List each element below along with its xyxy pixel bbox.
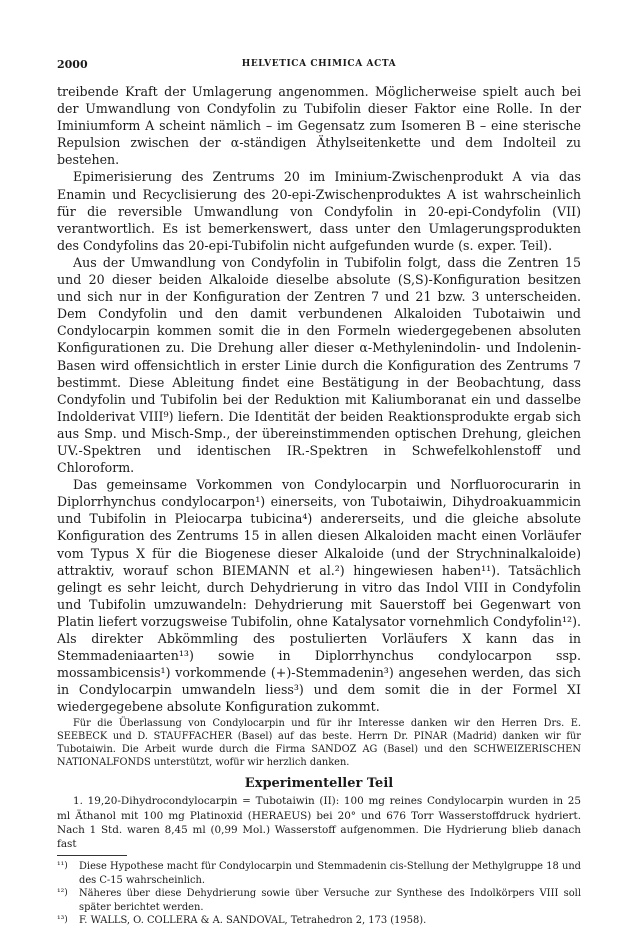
footnote-text: Diese Hypothese macht für Condylocarpin und Stemmadenin cis-Stellung der Methylgruppe 18 und des C-15 wahrscheinlich. bbox=[79, 861, 581, 886]
journal-title: HELVETICA CHIMICA ACTA bbox=[241, 59, 397, 69]
page bbox=[57, 58, 581, 927]
paragraph: Aus der Umwandlung von Condyfolin in Tubifolin folgt, dass die Zentren 15 und 20 dieser beiden Alkaloide dieselbe absolute (S,S)-Konfiguration besitzen und sich nur in der Konfiguration der Zentren 7 und 21 bzw. 3 unterscheiden. Dem Condyfolin und den damit verbundenen Alkaloiden Tubotaiwin und Condylocarpin kommen somit die in den Formeln wiedergegebenen absoluten Konfigurationen zu. Die Drehung aller dieser α-Methylenindolin- und Indolenin-Basen wird offensichtlich in erster Linie durch die Konfiguration des Zentrums 7 bestimmt. Diese Ableitung findet eine Bestätigung in der Beobachtung, dass Condyfolin und Tubifolin bei der Reduktion mit Kaliumboranat ein und dasselbe Indolderivat VIII⁹) liefern. Die Identität der beiden Reaktionsprodukte ergab sich aus Smp. und Misch-Smp., der übereinstimmenden optischen Drehung, gleichen UV.-Spektren und identischen IR.-Spektren in Schwefelkohlenstoff und Chloroform. bbox=[57, 254, 581, 476]
footnote-text: Näheres über diese Dehydrierung sowie über Versuche zur Synthese des Indolkörpers VIII soll später berichtet werden. bbox=[79, 888, 581, 913]
experimental-section bbox=[57, 794, 581, 851]
paragraph: Epimerisierung des Zentrums 20 im Iminium-Zwischenprodukt A via das Enamin und Recyclisierung des 20-epi-Zwischenproduktes A ist wahrscheinlich für die reversible Umwandlung von Condyfolin in 20-epi-Condyfolin (VII) verantwortlich. Es ist bemerkenswert, dass unter den Umlagerungsprodukten des Condyfolins das 20-epi-Tubifolin nicht aufgefunden wurde (s. exper. Teil). bbox=[57, 169, 581, 253]
footnote bbox=[57, 887, 581, 914]
acknowledgement bbox=[57, 717, 581, 769]
paragraph: Das gemeinsame Vorkommen von Condylocarpin und Norfluorocurarin in Diplorrhynchus condylocarpon¹) einerseits, von Tubotaiwin, Dihydroakuammicin und Tubifolin in Pleiocarpa tubicina⁴) andererseits, und die gleiche absolute Konfiguration des Zentrums 15 in allen diesen Alkaloiden macht einen Vorläufer vom Typus X für die Biogenese dieser Alkaloide (und der Strychninalkaloide) attraktiv, worauf schon BIEMANN et al.²) hingewiesen haben¹¹). Tatsächlich gelingt es sehr leicht, durch Dehydrierung in vitro das Indol VIII in Condyfolin und Tubifolin umzuwandeln: Dehydrierung mit Sauerstoff bei Gegenwart von Platin liefert vorzugsweise Tubifolin, ohne Katalysator vornehmlich Condyfolin¹²). Als direkter Abkömmling des postulierten Vorläufers X kann das in Stemmadeniaarten¹³) sowie in Diplorrhynchus condylocarpon ssp. mossambicensis¹) vorkommende (+)-Stemmadenin³) angesehen werden, das sich in Condylocarpin umwandeln liess³) und dem somit die in der Formel XI wiedergegebene absolute Konfiguration zukommt. bbox=[57, 477, 581, 715]
body-text bbox=[57, 83, 581, 715]
page-header bbox=[57, 58, 581, 71]
page-number: 2000 bbox=[57, 58, 88, 71]
paragraph: treibende Kraft der Umlagerung angenommen. Möglicherweise spielt auch bei der Umwandlung von Condyfolin zu Tubifolin dieser Faktor eine Rolle. In der Iminiumform A scheint nämlich – im Gegensatz zum Isomeren B – eine sterische Repulsion zwischen der α-ständigen Äthylseitenkette und dem Indolteil zu bestehen. bbox=[57, 84, 581, 168]
footnote-mark: ¹²) bbox=[57, 888, 68, 899]
footnote-divider bbox=[57, 855, 127, 856]
acknowledgement-text: Für die Überlassung von Condylocarpin und für ihr Interesse danken wir den Herren Drs. E. SEEBECK und D. STAUFFACHER (Basel) auf das beste. Herrn Dr. PINAR (Madrid) danken wir für Tubotaiwin. Die Arbeit wurde durch die Firma SANDOZ AG (Basel) und den SCHWEIZERISCHEN NATIONALFONDS unterstützt, wofür wir herzlich danken. bbox=[57, 718, 581, 769]
experimental-text: 1. 19,20-Dihydrocondylocarpin = Tubotaiwin (II): 100 mg reines Condylocarpin wurden in 25 ml Äthanol mit 100 mg Platinoxid (HERAEUS) bei 20° und 676 Torr Wasserstoffdruck hydriert. Nach 1 Std. waren 8,45 ml (0,99 Mol.) Wasserstoff aufgenommen. Die Hydrierung blieb danach fast bbox=[57, 795, 581, 851]
footnote-text: F. WALLS, O. COLLERA & A. SANDOVAL, Tetrahedron 2, 173 (1958). bbox=[79, 914, 427, 926]
footnotes bbox=[57, 860, 581, 927]
footnote bbox=[57, 860, 581, 887]
footnote bbox=[57, 914, 581, 927]
section-title: Experimenteller Teil bbox=[244, 776, 394, 792]
footnote-mark: ¹³) bbox=[57, 914, 68, 925]
footnote-mark: ¹¹) bbox=[57, 861, 68, 872]
